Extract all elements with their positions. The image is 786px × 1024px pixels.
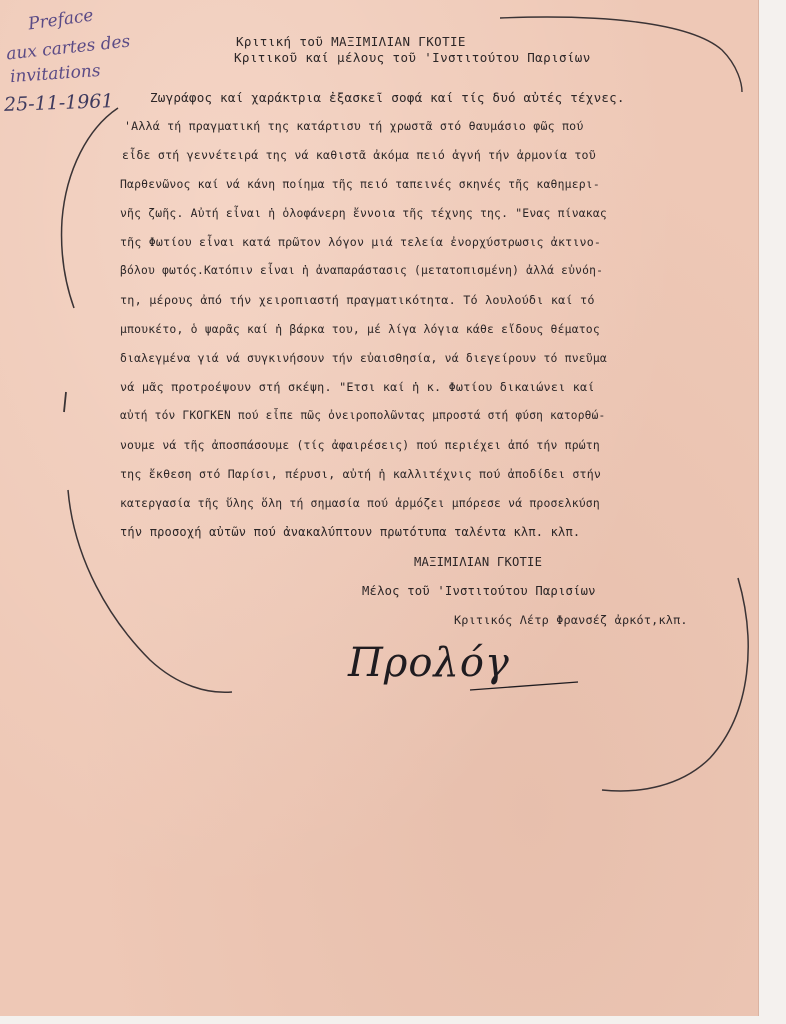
handwritten-signature: Προλόγ [348, 640, 510, 686]
bottom-right-arc-mark [602, 578, 748, 791]
bottom-left-arc-mark [68, 490, 232, 692]
body-line: Παρθενῶνος καί νά κάνη ποίημα τῆς πειό ταπεινές σκηνές τῆς καθημερι- [120, 177, 600, 191]
handwritten-note-line-2: aux cartes des [5, 31, 132, 65]
handwritten-date: 25-11-1961 [3, 90, 114, 116]
body-line: εἶδε στή γεννέτειρά της νά καθιστᾶ ἀκόμα πειό ἁγνή τήν ἁρμονία τοῦ [122, 148, 596, 162]
body-line: βόλου φωτός.Κατόπιν εἶναι ἡ ἀναπαράστασις (μετατοπισμένη) ἀλλά εὐνόη- [120, 264, 604, 277]
body-line: νουμε νά τῆς ἀποσπάσουμε (τίς ἀφαιρέσεις) πού περιέχει ἀπό τήν πρώτη [120, 438, 600, 452]
left-arc-mark [62, 108, 119, 308]
document-heading-line-1: Κριτική τοῦ ΜΑΞΙΜΙΛΙΑΝ ΓΚΟΤΙΕ [236, 34, 466, 49]
body-line: νά μᾶς προτροέψουν στή σκέψη. "Ετσι καί ἡ κ. Φωτίου δικαιώνει καί [120, 380, 595, 394]
author-name: ΜΑΞΙΜΙΛΙΑΝ ΓΚΟΤΙΕ [414, 555, 543, 569]
author-role-2: Κριτικός Λέτρ Φρανσέζ ἀρκότ,κλπ. [454, 613, 688, 627]
body-line: μπουκέτο, ὁ ψαρᾶς καί ἡ βάρκα του, μέ λίγα λόγια κάθε εἴδους θέματος [120, 322, 600, 336]
body-line: τήν προσοχή αὐτῶν πού ἀνακαλύπτουν πρωτότυπα ταλέντα κλπ. κλπ. [120, 525, 581, 539]
author-role-1: Μέλος τοῦ 'Ινστιτούτου Παρισίων [362, 584, 596, 598]
top-right-arc-mark [500, 17, 742, 92]
body-line: Ζωγράφος καί χαράκτρια ἐξασκεῖ σοφά καί τίς δυό αὐτές τέχνες. [150, 90, 625, 105]
body-line: τη, μέρους ἀπό τήν χειροπιαστή πραγματικότητα. Τό λουλούδι καί τό [120, 293, 595, 307]
body-line: αὐτή τόν ΓΚΟΓΚΕΝ πού εἶπε πῶς ὀνειροπολῶντας μπροστά στή φύση κατορθώ- [120, 409, 606, 422]
signature-underline-mark [470, 682, 578, 690]
left-tick-mark [64, 392, 66, 412]
body-line: νῆς ζωῆς. Αὐτή εἶναι ἡ ὁλοφάνερη ἔννοια τῆς τέχνης της. "Ενας πίνακας [120, 206, 607, 220]
handwritten-note-line-3: invitations [9, 60, 102, 88]
body-line: τῆς Φωτίου εἶναι κατά πρῶτον λόγον μιά τελεία ἐνορχύστρωσις ἀκτινο- [120, 235, 602, 249]
body-line: 'Αλλά τή πραγματική της κατάρτισυ τή χρωστᾶ στό θαυμάσιο φῶς πού [124, 119, 584, 133]
body-line: διαλεγμένα γιά νά συγκινήσουν τήν εὐαισθησία, νά διεγείρουν τό πνεῦμα [120, 351, 607, 365]
handwritten-note-line-1: Preface [26, 5, 95, 35]
body-line: κατεργασία τῆς ὕλης ὅλη τή σημασία πού ἁρμόζει μπόρεσε νά προσελκύση [120, 496, 600, 510]
document-heading-line-2: Κριτικοῦ καί μέλους τοῦ 'Ινστιτούτου Παρισίων [234, 50, 591, 65]
body-line: της ἔκθεση στό Παρίσι, πέρυσι, αὐτή ἡ καλλιτέχνις πού ἀποδίδει στήν [120, 467, 602, 481]
